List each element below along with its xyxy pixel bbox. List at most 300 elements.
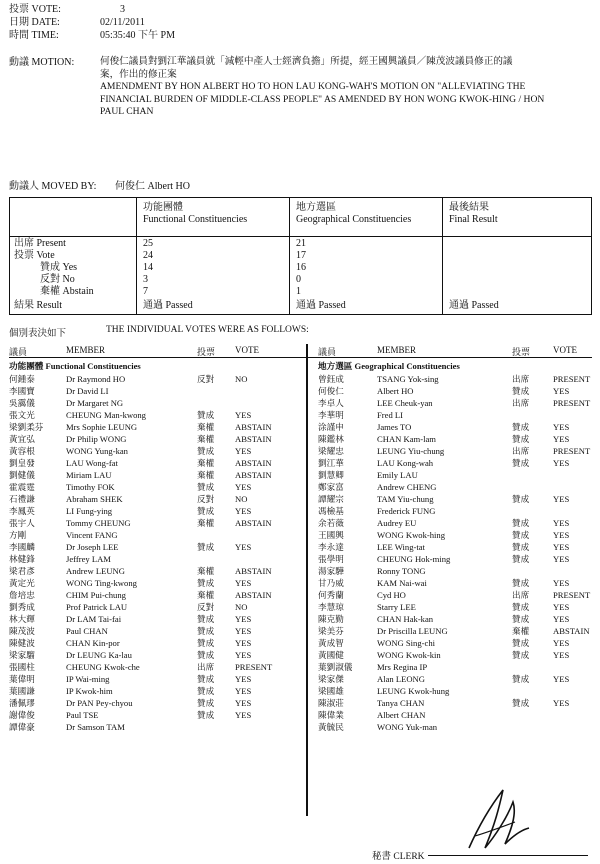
- vote-zh: 棄權: [197, 470, 215, 480]
- vote-en: YES: [235, 674, 252, 684]
- member-row: [318, 373, 598, 385]
- motion-line: 案，作出的修正案: [100, 68, 177, 80]
- member-row: [318, 649, 598, 661]
- vote-en: YES: [553, 638, 570, 648]
- member-name-en: LEUNG Kwok-hung: [377, 686, 450, 696]
- member-row: [318, 601, 598, 613]
- member-name-en: IP Kwok-him: [66, 686, 113, 696]
- vote-zh: 棄權: [197, 458, 215, 468]
- result-final: 通過 Passed: [449, 300, 499, 311]
- vote-en: YES: [553, 518, 570, 528]
- vote-zh: 贊成: [197, 638, 215, 648]
- vote-zh: 贊成: [197, 506, 215, 516]
- member-name-en: TAM Yiu-chung: [377, 494, 434, 504]
- vote-en: YES: [235, 686, 252, 696]
- member-name-en: CHAN Kam-lam: [377, 434, 436, 444]
- member-name-en: Dr Margaret NG: [66, 398, 124, 408]
- vote-zh: 贊成: [197, 674, 215, 684]
- member-name-zh: 張宇人: [9, 518, 35, 528]
- member-name-zh: 梁劉柔芬: [9, 422, 44, 432]
- member-name-zh: 張文光: [9, 410, 35, 420]
- member-name-zh: 李卓人: [318, 398, 344, 408]
- geographical-header-zh: 地方選區: [296, 202, 336, 213]
- member-row: [318, 445, 598, 457]
- vote-zh: 出席: [512, 398, 530, 408]
- vote-en: YES: [235, 542, 252, 552]
- member-row: [9, 625, 304, 637]
- abstain-geographical: 1: [296, 286, 301, 297]
- member-name-en: WONG Kwok-hing: [377, 530, 446, 540]
- member-name-en: CHEUNG Kwok-che: [66, 662, 140, 672]
- member-row: [9, 649, 304, 661]
- member-name-en: Dr Priscilla LEUNG: [377, 626, 448, 636]
- member-name-zh: 陳克勤: [318, 614, 344, 624]
- date-label: 日期 DATE:: [9, 17, 60, 28]
- member-row: [9, 697, 304, 709]
- member-name-en: Paul CHAN: [66, 626, 108, 636]
- member-name-zh: 吳靄儀: [9, 398, 35, 408]
- individual-votes-title-en: THE INDIVIDUAL VOTES WERE AS FOLLOWS:: [106, 325, 309, 335]
- member-name-en: Frederick FUNG: [377, 506, 436, 516]
- member-name-en: Cyd HO: [377, 590, 406, 600]
- column-divider: [442, 198, 443, 314]
- member-name-en: Fred LI: [377, 410, 404, 420]
- member-name-en: Miriam LAU: [66, 470, 112, 480]
- member-row: [9, 409, 304, 421]
- member-row: [9, 601, 304, 613]
- vote-zh: 贊成: [512, 518, 530, 528]
- member-name-en: Albert CHAN: [377, 710, 426, 720]
- vote-en: YES: [235, 578, 252, 588]
- motion-line: AMENDMENT BY HON ALBERT HO TO HON LAU KONG-WAH'S MOTION ON "ALLEVIATING THE: [100, 81, 526, 92]
- vote-zh: 贊成: [512, 554, 530, 564]
- final-header-zh: 最後結果: [449, 202, 489, 213]
- member-name-zh: 何鍾泰: [9, 374, 35, 384]
- member-row: [318, 385, 598, 397]
- member-row: [9, 577, 304, 589]
- right-member-zh-header: 議員: [318, 347, 337, 357]
- vote-en: NO: [235, 602, 248, 612]
- member-name-en: Alan LEONG: [377, 674, 425, 684]
- vote-zh: 贊成: [512, 386, 530, 396]
- member-name-zh: 梁家騮: [9, 650, 35, 660]
- right-member-en-header: MEMBER: [377, 345, 417, 355]
- member-name-zh: 葉劉淑儀: [318, 662, 353, 672]
- member-name-en: Dr Philip WONG: [66, 434, 127, 444]
- member-name-zh: 梁國雄: [318, 686, 344, 696]
- vote-zh: 贊成: [197, 626, 215, 636]
- member-name-zh: 李永達: [318, 542, 344, 552]
- vote-zh: 贊成: [512, 614, 530, 624]
- member-name-zh: 黃定光: [9, 578, 35, 588]
- left-vote-en-header: VOTE: [235, 345, 259, 355]
- vote-en: YES: [553, 458, 570, 468]
- member-name-en: Tanya CHAN: [377, 698, 425, 708]
- vote-en: YES: [553, 650, 570, 660]
- member-name-zh: 林大輝: [9, 614, 35, 624]
- member-name-en: Andrew CHENG: [377, 482, 437, 492]
- member-row: [9, 529, 304, 541]
- no-geographical: 0: [296, 274, 301, 285]
- vote-en: NO: [235, 374, 248, 384]
- member-name-en: Emily LAU: [377, 470, 418, 480]
- clerk-label: 秘書 CLERK: [372, 852, 425, 862]
- member-name-zh: 方剛: [9, 530, 27, 540]
- member-name-zh: 張國柱: [9, 662, 35, 672]
- vote-en: YES: [235, 506, 252, 516]
- member-name-zh: 李鳳英: [9, 506, 35, 516]
- member-name-zh: 黃成智: [318, 638, 344, 648]
- member-name-zh: 葉國謙: [9, 686, 35, 696]
- member-name-en: WONG Yung-kan: [66, 446, 128, 456]
- member-name-en: LAU Kong-wah: [377, 458, 434, 468]
- vote-label: 投票 Vote: [14, 250, 55, 261]
- member-row: [9, 589, 304, 601]
- vote-en: YES: [553, 674, 570, 684]
- member-row: [318, 421, 598, 433]
- vote-zh: 贊成: [512, 542, 530, 552]
- motion-line: PAUL CHAN: [100, 106, 154, 117]
- member-row: [318, 577, 598, 589]
- vote-zh: 贊成: [197, 410, 215, 420]
- member-row: [9, 709, 304, 721]
- member-name-zh: 黃宜弘: [9, 434, 35, 444]
- motion-text: [100, 56, 544, 119]
- vote-zh: 棄權: [197, 518, 215, 528]
- member-name-en: James TO: [377, 422, 412, 432]
- vote-zh: 贊成: [512, 674, 530, 684]
- vote-en: YES: [235, 710, 252, 720]
- moved-by-value: 何俊仁 Albert HO: [115, 181, 190, 192]
- date-value: 02/11/2011: [100, 17, 145, 28]
- member-name-zh: 王國興: [318, 530, 344, 540]
- vote-zh: 贊成: [512, 578, 530, 588]
- vote-zh: 贊成: [197, 650, 215, 660]
- member-name-en: LEUNG Yiu-chung: [377, 446, 445, 456]
- member-name-en: WONG Sing-chi: [377, 638, 435, 648]
- member-name-zh: 陳茂波: [9, 626, 35, 636]
- motion-label: 動議 MOTION:: [9, 57, 75, 68]
- row-divider: [10, 236, 591, 237]
- member-row: [318, 637, 598, 649]
- member-row: [318, 589, 598, 601]
- motion-line: FINANCIAL BURDEN OF MIDDLE-CLASS PEOPLE" AS AMENDED BY HON WONG KWOK-HING / HON: [100, 93, 545, 105]
- vote-zh: 贊成: [197, 578, 215, 588]
- vote-zh: 棄權: [512, 626, 530, 636]
- member-name-en: Mrs Regina IP: [377, 662, 428, 672]
- right-vote-zh-header: 投票: [512, 347, 531, 357]
- member-name-en: Dr Raymond HO: [66, 374, 126, 384]
- vote-zh: 出席: [512, 446, 530, 456]
- member-name-en: LEE Wing-tat: [377, 542, 425, 552]
- member-row: [318, 517, 598, 529]
- vote-en: YES: [553, 434, 570, 444]
- member-row: [318, 457, 598, 469]
- member-row: [9, 493, 304, 505]
- member-name-en: CHAN Hak-kan: [377, 614, 434, 624]
- member-row: [318, 553, 598, 565]
- vote-en: ABSTAIN: [235, 590, 272, 600]
- member-row: [9, 541, 304, 553]
- vote-en: NO: [235, 494, 248, 504]
- member-name-en: Audrey EU: [377, 518, 417, 528]
- member-name-zh: 譚耀宗: [318, 494, 344, 504]
- member-row: [9, 469, 304, 481]
- member-row: [9, 565, 304, 577]
- vote-en: YES: [553, 698, 570, 708]
- vote-en: YES: [553, 422, 570, 432]
- member-row: [318, 469, 598, 481]
- no-label: 反對 No: [40, 274, 75, 285]
- member-row: [9, 673, 304, 685]
- member-name-zh: 陳偉業: [318, 710, 344, 720]
- member-name-zh: 譚偉豪: [9, 722, 35, 732]
- member-name-en: WONG Kwok-kin: [377, 650, 441, 660]
- vote-zh: 贊成: [512, 530, 530, 540]
- member-name-en: Mrs Sophie LEUNG: [66, 422, 138, 432]
- member-name-en: LEE Cheuk-yan: [377, 398, 433, 408]
- vote-en: YES: [235, 698, 252, 708]
- vote-en: YES: [235, 650, 252, 660]
- member-row: [9, 661, 304, 673]
- vote-en: PRESENT: [235, 662, 273, 672]
- member-row: [9, 445, 304, 457]
- member-name-zh: 劉健儀: [9, 470, 35, 480]
- member-name-en: Prof Patrick LAU: [66, 602, 128, 612]
- vote-en: YES: [553, 386, 570, 396]
- result-functional: 通過 Passed: [143, 300, 193, 311]
- member-name-en: Vincent FANG: [66, 530, 118, 540]
- left-member-en-header: MEMBER: [66, 345, 106, 355]
- member-name-zh: 謝偉俊: [9, 710, 35, 720]
- vote-zh: 棄權: [197, 566, 215, 576]
- vote-zh: 棄權: [197, 422, 215, 432]
- member-name-zh: 霍震霆: [9, 482, 35, 492]
- member-name-zh: 劉江華: [318, 458, 344, 468]
- member-name-en: Ronny TONG: [377, 566, 426, 576]
- member-name-en: Paul TSE: [66, 710, 99, 720]
- member-row: [9, 721, 304, 733]
- vote-zh: 贊成: [197, 542, 215, 552]
- member-name-zh: 李國寶: [9, 386, 35, 396]
- vote-en: PRESENT: [553, 398, 591, 408]
- member-name-en: Jeffrey LAM: [66, 554, 111, 564]
- geographical-section-title: 地方選區 Geographical Constituencies: [318, 361, 460, 371]
- member-name-en: Dr LAM Tai-fai: [66, 614, 122, 624]
- final-header-en: Final Result: [449, 214, 498, 225]
- member-name-zh: 李慧琼: [318, 602, 344, 612]
- vote-zh: 贊成: [197, 446, 215, 456]
- member-name-en: CHAN Kin-por: [66, 638, 120, 648]
- vote-en: YES: [553, 494, 570, 504]
- yes-geographical: 16: [296, 262, 306, 273]
- vote-en: YES: [235, 410, 252, 420]
- member-row: [9, 685, 304, 697]
- member-name-en: WONG Ting-kwong: [66, 578, 137, 588]
- member-row: [318, 529, 598, 541]
- vote-en: YES: [235, 482, 252, 492]
- member-name-zh: 黃容根: [9, 446, 35, 456]
- member-row: [9, 373, 304, 385]
- no-functional: 3: [143, 274, 148, 285]
- member-row: [9, 481, 304, 493]
- vote-number-value: 3: [120, 4, 125, 15]
- column-divider: [136, 198, 137, 314]
- vote-number-label: 投票 VOTE:: [9, 4, 61, 15]
- member-name-zh: 涂謹申: [318, 422, 344, 432]
- member-row: [318, 565, 598, 577]
- vote-en: ABSTAIN: [553, 626, 590, 636]
- member-row: [318, 505, 598, 517]
- vote-en: YES: [553, 530, 570, 540]
- member-row: [9, 517, 304, 529]
- abstain-label: 棄權 Abstain: [40, 286, 94, 297]
- vote-functional: 24: [143, 250, 153, 261]
- vote-summary-table: [9, 197, 592, 315]
- member-name-en: Tommy CHEUNG: [66, 518, 131, 528]
- member-name-en: Dr David LI: [66, 386, 109, 396]
- vote-zh: 贊成: [512, 458, 530, 468]
- member-name-zh: 張學明: [318, 554, 344, 564]
- vote-en: ABSTAIN: [235, 434, 272, 444]
- member-name-zh: 陳健波: [9, 638, 35, 648]
- member-row: [318, 685, 598, 697]
- yes-functional: 14: [143, 262, 153, 273]
- member-row: [9, 457, 304, 469]
- member-name-en: CHEUNG Hok-ming: [377, 554, 451, 564]
- vote-en: YES: [235, 446, 252, 456]
- member-name-zh: 梁君彥: [9, 566, 35, 576]
- member-row: [9, 385, 304, 397]
- geographical-header-en: Geographical Constituencies: [296, 214, 412, 225]
- vote-zh: 贊成: [512, 494, 530, 504]
- left-member-zh-header: 議員: [9, 347, 28, 357]
- member-name-zh: 甘乃威: [318, 578, 344, 588]
- vote-zh: 贊成: [197, 614, 215, 624]
- member-name-en: CHIM Pui-chung: [66, 590, 126, 600]
- functional-section-title: 功能團體 Functional Constituencies: [9, 361, 141, 371]
- vote-zh: 棄權: [197, 590, 215, 600]
- member-name-en: WONG Yuk-man: [377, 722, 438, 732]
- right-vote-en-header: VOTE: [553, 345, 577, 355]
- member-name-zh: 詹培忠: [9, 590, 35, 600]
- vote-en: ABSTAIN: [235, 422, 272, 432]
- member-name-en: Andrew LEUNG: [66, 566, 125, 576]
- member-name-zh: 梁耀忠: [318, 446, 344, 456]
- vote-en: YES: [553, 578, 570, 588]
- member-row: [318, 625, 598, 637]
- member-name-zh: 余若薇: [318, 518, 344, 528]
- vote-zh: 贊成: [512, 602, 530, 612]
- member-name-en: IP Wai-ming: [66, 674, 110, 684]
- vote-zh: 棄權: [197, 434, 215, 444]
- vote-en: ABSTAIN: [235, 458, 272, 468]
- vote-zh: 贊成: [512, 650, 530, 660]
- result-geographical: 通過 Passed: [296, 300, 346, 311]
- member-row: [318, 433, 598, 445]
- member-name-en: Dr Joseph LEE: [66, 542, 119, 552]
- vote-zh: 贊成: [512, 434, 530, 444]
- vote-zh: 贊成: [512, 422, 530, 432]
- column-divider: [289, 198, 290, 314]
- member-row: [9, 613, 304, 625]
- moved-by-label: 動議人 MOVED BY:: [9, 181, 97, 192]
- time-label: 時間 TIME:: [9, 30, 59, 41]
- center-divider: [306, 344, 308, 816]
- member-name-zh: 何秀蘭: [318, 590, 344, 600]
- member-row: [318, 541, 598, 553]
- vote-zh: 出席: [512, 590, 530, 600]
- functional-header-zh: 功能團體: [143, 202, 183, 213]
- vote-en: YES: [235, 626, 252, 636]
- vote-en: PRESENT: [553, 374, 591, 384]
- member-name-en: Dr LEUNG Ka-lau: [66, 650, 132, 660]
- member-name-en: LAU Wong-fat: [66, 458, 118, 468]
- vote-zh: 反對: [197, 602, 215, 612]
- vote-zh: 贊成: [197, 698, 215, 708]
- member-row: [9, 637, 304, 649]
- individual-votes-title-zh: 個別表決如下: [9, 329, 67, 339]
- member-name-en: Timothy FOK: [66, 482, 115, 492]
- vote-zh: 出席: [197, 662, 215, 672]
- left-vote-zh-header: 投票: [197, 347, 216, 357]
- member-row: [318, 409, 598, 421]
- member-row: [318, 397, 598, 409]
- header-rule: [9, 357, 592, 358]
- member-name-zh: 梁家傑: [318, 674, 344, 684]
- vote-en: YES: [553, 614, 570, 624]
- member-name-en: Abraham SHEK: [66, 494, 123, 504]
- present-functional: 25: [143, 238, 153, 249]
- member-name-zh: 劉秀成: [9, 602, 35, 612]
- member-name-zh: 石禮謙: [9, 494, 35, 504]
- member-row: [318, 697, 598, 709]
- vote-zh: 反對: [197, 494, 215, 504]
- member-name-en: Dr Samson TAM: [66, 722, 125, 732]
- member-row: [9, 505, 304, 517]
- member-name-en: Albert HO: [377, 386, 414, 396]
- member-name-zh: 鄭家富: [318, 482, 344, 492]
- member-name-en: KAM Nai-wai: [377, 578, 427, 588]
- clerk-signature-line: [428, 855, 588, 856]
- member-row: [318, 493, 598, 505]
- member-name-zh: 李華明: [318, 410, 344, 420]
- member-row: [318, 721, 598, 733]
- member-row: [318, 481, 598, 493]
- member-name-zh: 葉偉明: [9, 674, 35, 684]
- time-value: 05:35:40 下午 PM: [100, 30, 176, 41]
- member-name-zh: 梁美芬: [318, 626, 344, 636]
- member-row: [9, 433, 304, 445]
- vote-zh: 贊成: [512, 698, 530, 708]
- vote-en: YES: [553, 554, 570, 564]
- vote-zh: 贊成: [197, 482, 215, 492]
- vote-en: PRESENT: [553, 446, 591, 456]
- vote-zh: 反對: [197, 374, 215, 384]
- member-name-zh: 李國麟: [9, 542, 35, 552]
- vote-en: ABSTAIN: [235, 518, 272, 528]
- member-name-zh: 潘佩璆: [9, 698, 35, 708]
- geographical-member-list: [318, 373, 598, 733]
- clerk-signature: [455, 778, 545, 856]
- abstain-functional: 7: [143, 286, 148, 297]
- present-geographical: 21: [296, 238, 306, 249]
- vote-en: YES: [235, 614, 252, 624]
- member-row: [318, 661, 598, 673]
- vote-en: ABSTAIN: [235, 566, 272, 576]
- member-name-zh: 湯家驊: [318, 566, 344, 576]
- member-name-zh: 陳鑑林: [318, 434, 344, 444]
